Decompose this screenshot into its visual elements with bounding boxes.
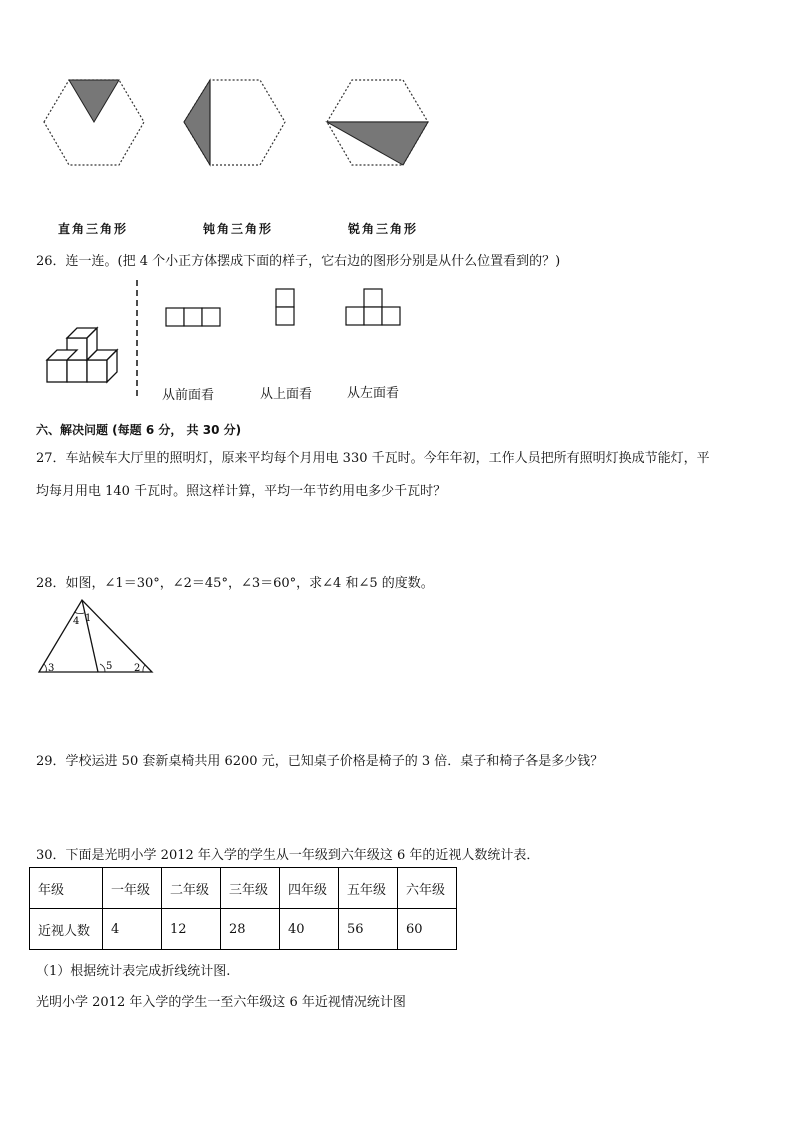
table-cell: 五年级: [339, 868, 398, 909]
table-cell: 56: [339, 909, 398, 950]
angle-label-1: 1: [85, 613, 92, 624]
angle-label-5: 5: [106, 661, 113, 672]
table-cell: 4: [103, 909, 162, 950]
question-30-sub1: （1）根据统计表完成折线统计图.: [36, 964, 231, 979]
label-right-triangle: 直角三角形: [58, 222, 129, 236]
question-26: 26．连一连。(把 4 个小正方体摆成下面的样子，它右边的图形分别是从什么位置看到的？): [36, 254, 561, 269]
chart-title: 光明小学 2012 年入学的学生一至六年级这 6 年近视情况统计图: [36, 995, 406, 1010]
triangle-figure: [30, 596, 160, 678]
table-cell: 一年级: [103, 868, 162, 909]
cube-stack: [47, 328, 117, 382]
table-cell: 二年级: [162, 868, 221, 909]
table-cell: 四年级: [280, 868, 339, 909]
question-27-line1: 27．车站候车大厅里的照明灯，原来平均每个月用电 330 千瓦时。今年年初，工作人员把所有照明灯换成节能灯，平: [36, 451, 710, 466]
view-front-figure: [166, 308, 220, 326]
view-label-left: 从左面看: [347, 386, 400, 401]
table-cell: 40: [280, 909, 339, 950]
hexagon-figures: [0, 0, 794, 240]
table-cell: 近视人数: [30, 909, 103, 950]
table-cell: 28: [221, 909, 280, 950]
hexagon-obtuse-triangle: [184, 80, 285, 165]
question-29: 29．学校运进 50 套新桌椅共用 6200 元，已知桌子价格是椅子的 3 倍．桌子和椅子各是多少钱？: [36, 754, 604, 769]
table-cell: 三年级: [221, 868, 280, 909]
myopia-stat-table: [29, 867, 457, 950]
view-label-top: 从上面看: [260, 387, 313, 402]
hexagon-right-triangle: [44, 80, 144, 165]
table-cell: 12: [162, 909, 221, 950]
hexagon-acute-triangle: [327, 80, 428, 165]
view-left-figure: [346, 289, 400, 325]
angle-label-2: 2: [134, 663, 141, 674]
table-row: [30, 868, 457, 909]
view-label-front: 从前面看: [162, 388, 215, 403]
angle-label-4: 4: [73, 616, 80, 627]
label-acute-triangle: 锐角三角形: [348, 222, 419, 236]
question-30: 30．下面是光明小学 2012 年入学的学生从一年级到六年级这 6 年的近视人数统计表．: [36, 848, 540, 863]
section-6-title: 六、解决问题 (每题 6 分， 共 30 分): [36, 423, 242, 437]
view-top-figure: [276, 289, 294, 325]
table-cell: 年级: [30, 868, 103, 909]
table-cell: 60: [398, 909, 457, 950]
question-28: 28．如图，∠1＝30°，∠2＝45°，∠3＝60°，求∠4 和∠5 的度数。: [36, 576, 434, 591]
question-27-line2: 均每月用电 140 千瓦时。照这样计算，平均一年节约用电多少千瓦时？: [36, 484, 447, 499]
label-obtuse-triangle: 钝角三角形: [203, 222, 274, 236]
table-cell: 六年级: [398, 868, 457, 909]
table-row: [30, 909, 457, 950]
angle-label-3: 3: [48, 663, 55, 674]
